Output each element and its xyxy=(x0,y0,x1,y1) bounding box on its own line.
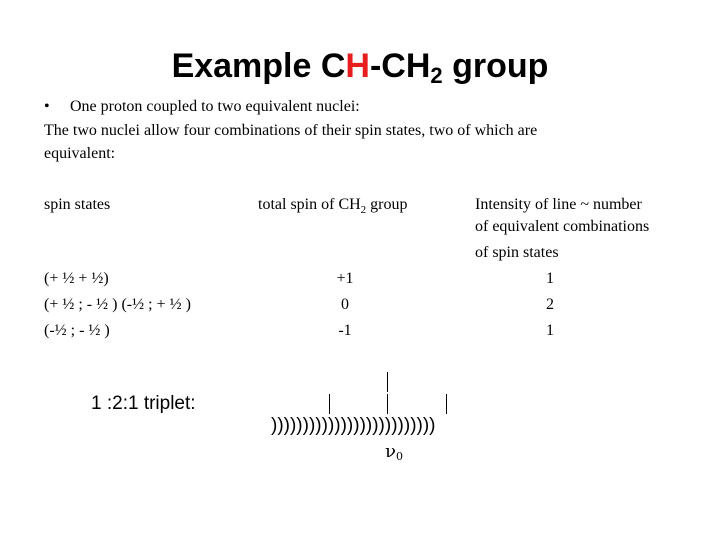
triplet-peak-left xyxy=(329,394,330,414)
triplet-peak-center-upper xyxy=(387,372,388,392)
triplet-peak-center-lower xyxy=(387,394,388,414)
triplet-peak-right xyxy=(446,394,447,414)
row-3-intensity: 1 xyxy=(546,322,554,339)
intro-line-3: equivalent: xyxy=(44,145,116,162)
nu-zero-label: $\nu_0$ xyxy=(385,441,403,463)
row-2-intensity: 2 xyxy=(546,296,554,313)
header-spin-states: spin states xyxy=(44,196,111,213)
row-3-spin: (-½ ; - ½ ) xyxy=(44,322,110,339)
row-1-total: +1 xyxy=(336,270,354,287)
row-3-total: -1 xyxy=(338,322,352,339)
header-intensity-line-1: Intensity of line ~ number xyxy=(475,196,642,213)
header-total-spin: total spin of $CH_2$ group xyxy=(258,196,408,216)
highlighted-h: H xyxy=(345,47,370,85)
row-2-spin: (+ ½ ; - ½ ) (-½ ; + ½ ) xyxy=(44,296,191,313)
page-title: Example $CH-CH_2$ group xyxy=(171,47,549,88)
row-1-intensity: 1 xyxy=(546,270,554,287)
row-2-total: 0 xyxy=(341,296,349,313)
row-1-spin: (+ ½ + ½) xyxy=(44,270,109,287)
coupling-parentheses: )))))))))))))))))))))))))) xyxy=(271,415,436,436)
intro-line-2: The two nuclei allow four combinations of their spin states, two of which are xyxy=(44,122,538,139)
intro-bullet: • xyxy=(44,98,50,115)
triplet-label: 1 :2:1 triplet: xyxy=(91,393,196,414)
header-intensity-line-3: of spin states xyxy=(475,244,559,261)
intro-line-1: One proton coupled to two equivalent nuclei: xyxy=(70,98,360,115)
header-intensity-line-2: of equivalent combinations xyxy=(475,218,650,235)
